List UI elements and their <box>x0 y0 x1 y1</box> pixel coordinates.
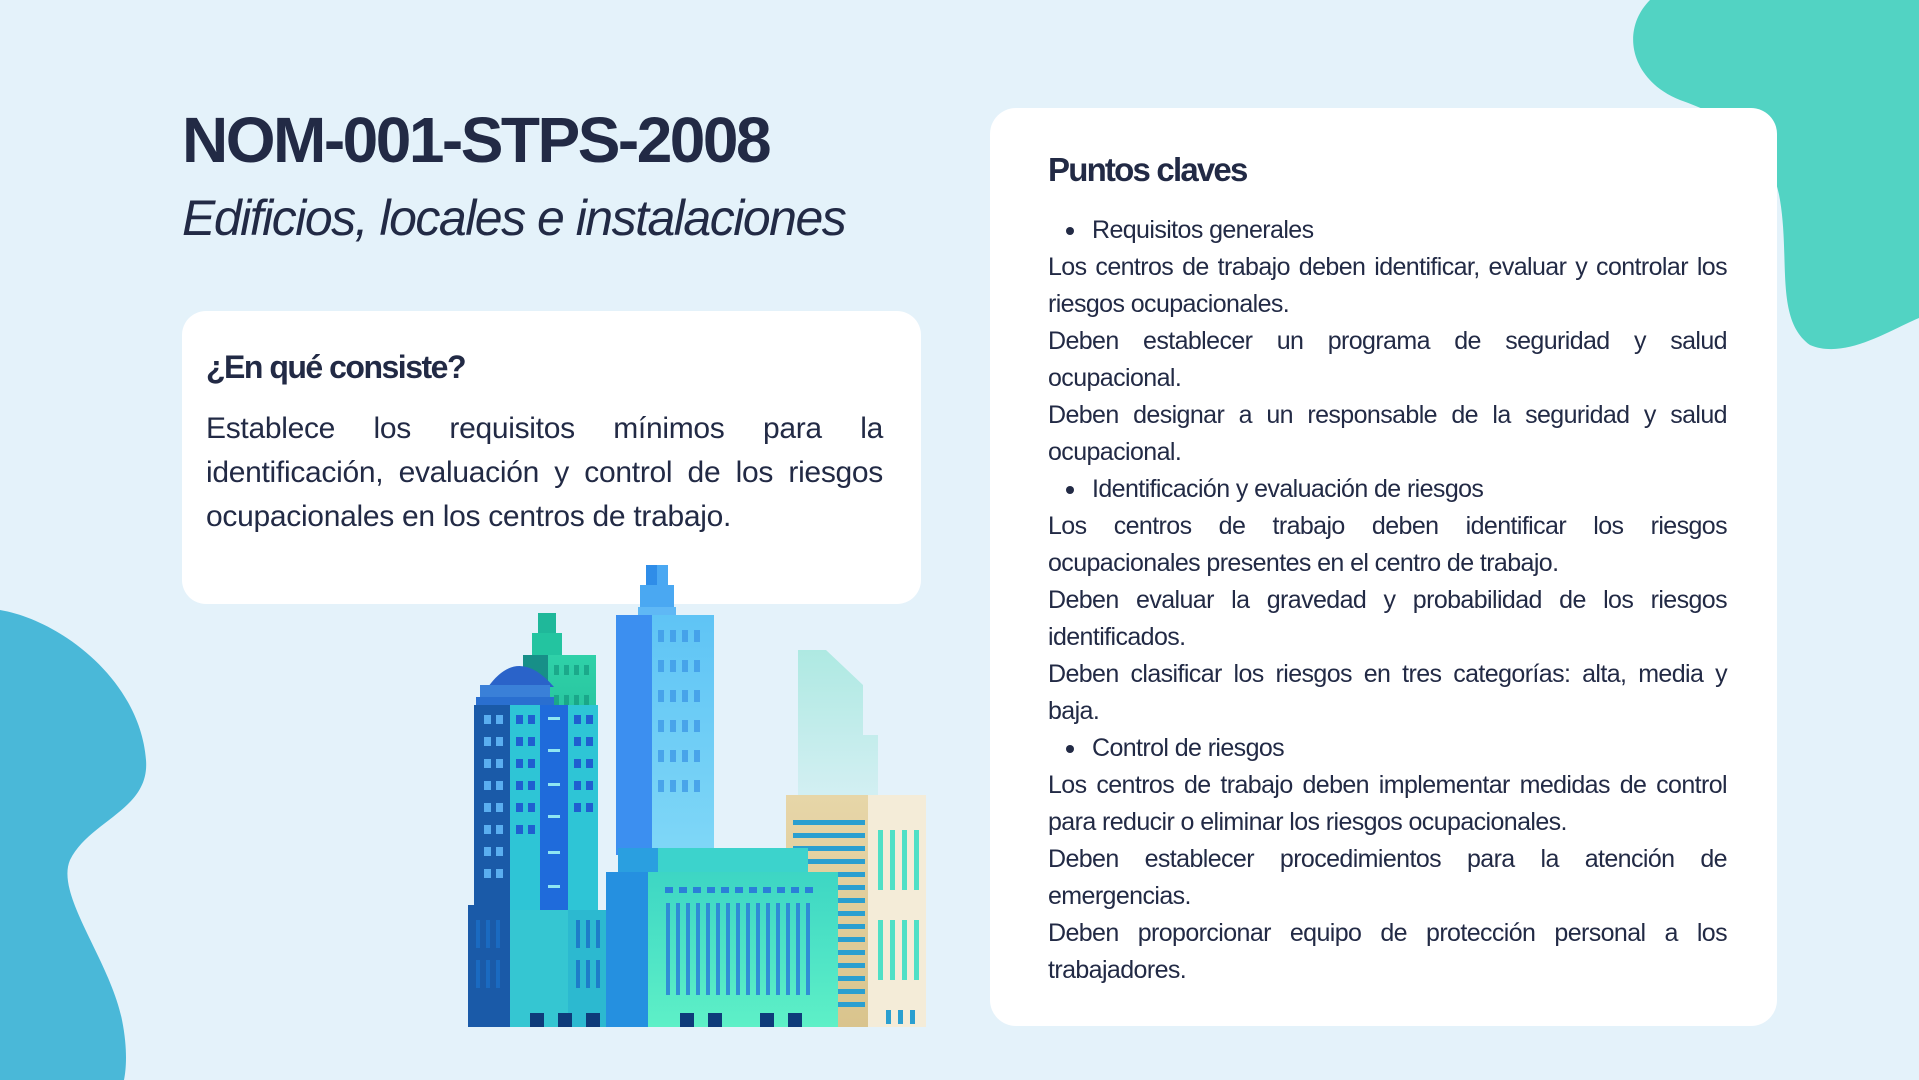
key-point-paragraph: Deben designar a un responsable de la seguridad y salud ocupacional. <box>1048 401 1727 466</box>
key-point-section-heading: Identificación y evaluación de riesgos <box>1048 471 1727 508</box>
summary-heading: ¿En qué consiste? <box>206 349 465 385</box>
bullet-icon <box>1066 227 1074 235</box>
key-point-paragraph: Los centros de trabajo deben implementar medidas de control para reducir o eliminar los riesgos ocupacionales. <box>1048 771 1727 836</box>
key-point-paragraph: Deben establecer procedimientos para la atención de emergencias. <box>1048 845 1727 910</box>
key-point-section-heading: Control de riesgos <box>1048 730 1727 767</box>
page-subtitle: Edificios, locales e instalaciones <box>182 190 846 246</box>
page-title: NOM-001-STPS-2008 <box>182 104 770 176</box>
key-point-paragraph: Deben establecer un programa de seguridad y salud ocupacional. <box>1048 327 1727 392</box>
bullet-icon <box>1066 486 1074 494</box>
key-point-paragraph: Deben clasificar los riesgos en tres categorías: alta, media y baja. <box>1048 660 1727 725</box>
key-point-paragraph: Los centros de trabajo deben identificar los riesgos ocupacionales presentes en el centro de trabajo. <box>1048 512 1727 577</box>
key-point-paragraph: Deben evaluar la gravedad y probabilidad de los riesgos identificados. <box>1048 586 1727 651</box>
key-point-section-heading: Requisitos generales <box>1048 212 1727 249</box>
bullet-icon <box>1066 745 1074 753</box>
summary-body: Establece los requisitos mínimos para la identificación, evaluación y control de los riesgos ocupacionales en los centros de trabajo. <box>206 412 883 533</box>
key-point-paragraph: Deben proporcionar equipo de protección personal a los trabajadores. <box>1048 919 1727 984</box>
key-point-paragraph: Los centros de trabajo deben identificar, evaluar y controlar los riesgos ocupacionales. <box>1048 253 1727 318</box>
summary-card <box>182 311 921 604</box>
city-skyline-icon <box>468 565 928 1027</box>
key-points-heading: Puntos claves <box>1048 151 1247 188</box>
key-points-card <box>990 108 1777 1026</box>
decorative-blue-blob <box>0 600 150 1080</box>
